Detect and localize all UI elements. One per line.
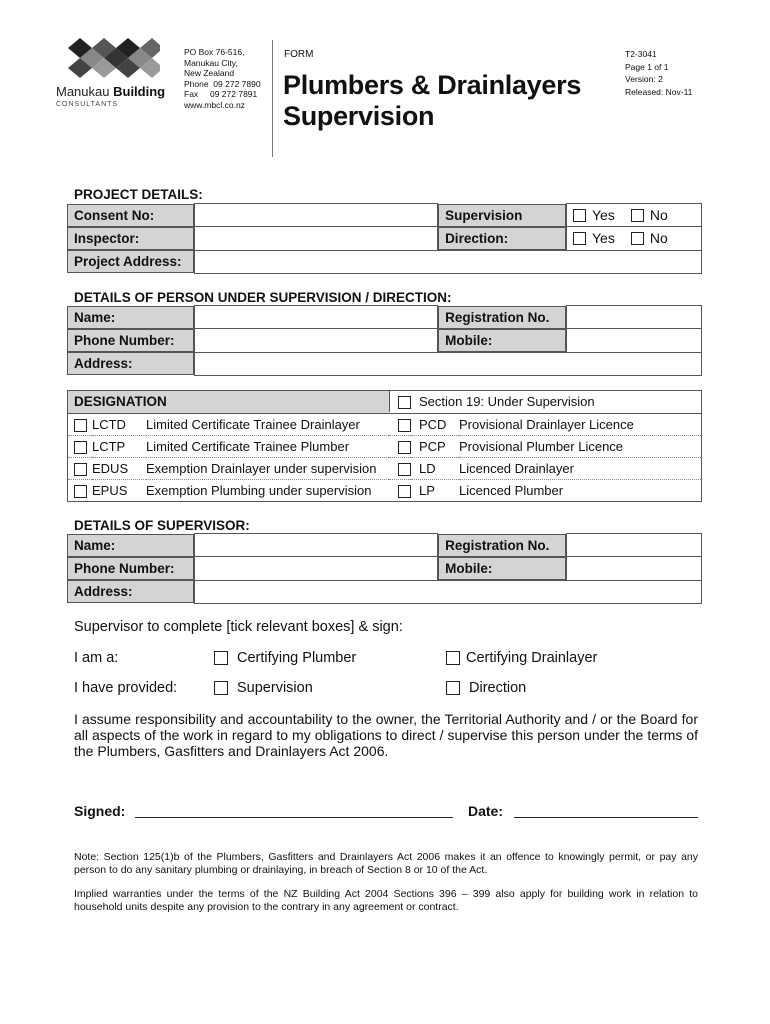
- company-logo: [56, 38, 176, 118]
- provided-supervision-checkbox[interactable]: [214, 681, 228, 695]
- certifying-plumber-checkbox[interactable]: [214, 651, 228, 665]
- pcd-checkbox[interactable]: [398, 419, 411, 432]
- person-phone-label: Phone Number:: [67, 329, 194, 352]
- signature-line[interactable]: [135, 817, 453, 818]
- designation-row: [68, 435, 701, 457]
- designation-code: LD: [411, 457, 459, 479]
- person-phone-field[interactable]: [195, 329, 438, 353]
- supervisor-address-label: Address:: [67, 580, 194, 603]
- title-line-1: Plumbers & Drainlayers: [283, 70, 582, 100]
- no-label: No: [649, 207, 668, 223]
- designation-code: PCD: [411, 413, 459, 435]
- direction-yes-no: [567, 227, 702, 251]
- designation-table: [68, 391, 701, 501]
- inspector-label: Inspector:: [67, 227, 194, 250]
- designation-desc: Exemption Drainlayer under supervision: [146, 457, 389, 479]
- person-name-field[interactable]: [195, 306, 438, 329]
- legal-note-2: Implied warranties under the terms of the NZ Building Act 2004 Sections 396 – 399 also apply for building work in relation to household units despite any provision to the contrary in any agreement or contract.: [74, 888, 698, 913]
- lp-checkbox[interactable]: [398, 485, 411, 498]
- designation-code: PCP: [411, 435, 459, 457]
- supervisor-registration-field[interactable]: [567, 534, 702, 557]
- person-registration-field[interactable]: [567, 306, 702, 329]
- provided-direction-option: [446, 680, 526, 696]
- supervision-yes-checkbox[interactable]: [573, 209, 586, 222]
- logo-text-manukau: Manukau: [56, 84, 110, 99]
- edus-checkbox[interactable]: [74, 463, 87, 476]
- designation-row: [68, 413, 701, 435]
- supervisor-phone-label: Phone Number:: [67, 557, 194, 580]
- no-label: No: [649, 230, 668, 247]
- designation-desc: Exemption Plumbing under supervision: [146, 482, 372, 498]
- yes-label: Yes: [592, 207, 615, 223]
- signed-label: Signed:: [74, 803, 126, 819]
- lctd-checkbox[interactable]: [74, 419, 87, 432]
- supervisor-name-label: Name:: [67, 534, 194, 557]
- address-line: New Zealand: [184, 68, 235, 78]
- responsibility-statement: I assume responsibility and accountability to the owner, the Territorial Authority and / or the Board for all aspects of the work in regard to my obligations to direct / supervise this person under the terms of the Plumbers, Gasfitters and Drainlayers Act 2006.: [74, 711, 698, 759]
- legal-note-1: Note: Section 125(1)b of the Plumbers, Gasfitters and Drainlayers Act 2006 makes it an offence to knowingly permit, or pay any person to do any sanitary plumbing or drainlaying, in breach of Section 8 or 10 of the Act.: [74, 851, 698, 876]
- address-line: Fax 09 272 7891: [184, 89, 258, 99]
- provided-supervision-label: Supervision: [237, 680, 313, 696]
- designation-heading: DESIGNATION: [68, 391, 389, 413]
- consent-no-label: Consent No:: [67, 204, 194, 227]
- supervisor-mobile-label: Mobile:: [438, 557, 566, 580]
- supervision-yes-no: [567, 204, 702, 227]
- certifying-plumber-option: [214, 650, 356, 666]
- certifying-drainlayer-option: [446, 650, 597, 666]
- form-title: [283, 70, 581, 132]
- designation-desc: Licenced Drainlayer: [459, 457, 701, 479]
- date-line[interactable]: [514, 817, 698, 818]
- person-details-table: [67, 305, 702, 376]
- address-line: www.mbcl.co.nz: [184, 99, 245, 110]
- designation-desc: Provisional Drainlayer Licence: [459, 413, 701, 435]
- supervisor-address-field[interactable]: [195, 580, 702, 603]
- form-meta: [625, 48, 692, 98]
- provided-label: I have provided:: [74, 680, 178, 696]
- designation-code: EPUS: [92, 482, 128, 498]
- designation-row: [68, 457, 701, 479]
- designation-code: LP: [419, 482, 435, 498]
- person-address-field[interactable]: [195, 352, 702, 375]
- supervisor-phone-field[interactable]: [195, 557, 438, 581]
- meta-line: Page 1 of 1: [625, 61, 669, 72]
- yes-label: Yes: [592, 230, 615, 247]
- provided-direction-label: Direction: [469, 680, 527, 696]
- supervisor-mobile-field[interactable]: [567, 557, 702, 581]
- designation-desc: Limited Certificate Trainee Plumber: [146, 435, 389, 457]
- supervisor-registration-label: Registration No.: [438, 534, 566, 557]
- section19-checkbox[interactable]: [398, 396, 411, 409]
- title-line-2: Supervision: [283, 101, 435, 131]
- designation-code: EDUS: [92, 457, 146, 479]
- direction-yes-checkbox[interactable]: [573, 232, 586, 245]
- designation-row: [68, 479, 701, 501]
- address-line: Phone 09 272 7890: [184, 78, 261, 89]
- designation-code: LCTP: [92, 435, 146, 457]
- lctp-checkbox[interactable]: [74, 441, 87, 454]
- project-address-label: Project Address:: [67, 250, 194, 273]
- section19-label: Section 19: Under Supervision: [411, 391, 701, 413]
- meta-line: Version: 2: [625, 74, 663, 84]
- supervision-label: Supervision: [438, 204, 566, 227]
- designation-desc: Limited Certificate Trainee Drainlayer: [146, 413, 389, 435]
- header-divider: [272, 40, 273, 157]
- person-details-heading: DETAILS OF PERSON UNDER SUPERVISION / DIRECTION:: [74, 290, 452, 305]
- person-registration-label: Registration No.: [438, 306, 566, 329]
- address-line: Manukau City,: [184, 57, 238, 68]
- form-label: FORM: [284, 49, 314, 60]
- person-name-label: Name:: [67, 306, 194, 329]
- consent-no-field[interactable]: [195, 204, 438, 227]
- address-line: PO Box 76-516,: [184, 47, 245, 57]
- logo-mark-icon: [68, 38, 160, 82]
- meta-line: Released: Nov-11: [625, 86, 693, 97]
- person-address-label: Address:: [67, 352, 194, 375]
- supervisor-details-heading: DETAILS OF SUPERVISOR:: [74, 518, 250, 533]
- logo-subtext: CONSULTANTS: [56, 101, 119, 108]
- direction-label: Direction:: [438, 227, 566, 250]
- inspector-field[interactable]: [195, 227, 438, 251]
- designation-code: LCTD: [92, 413, 146, 435]
- company-address: [184, 47, 261, 110]
- ld-checkbox[interactable]: [398, 463, 411, 476]
- pcp-checkbox[interactable]: [398, 441, 411, 454]
- supervisor-name-field[interactable]: [195, 534, 438, 557]
- direction-no-checkbox[interactable]: [631, 232, 644, 245]
- project-address-field[interactable]: [195, 250, 702, 273]
- iam-label: I am a:: [74, 650, 119, 666]
- designation-desc: Licenced Plumber: [459, 482, 564, 498]
- certifying-plumber-label: Certifying Plumber: [237, 650, 357, 666]
- epus-checkbox[interactable]: [74, 485, 87, 498]
- logo-text-building: Building: [113, 84, 166, 99]
- project-details-heading: PROJECT DETAILS:: [74, 187, 203, 202]
- provided-supervision-option: [214, 680, 313, 696]
- supervisor-details-table: [67, 533, 702, 604]
- person-mobile-field[interactable]: [567, 329, 702, 353]
- provided-direction-checkbox[interactable]: [446, 681, 460, 695]
- person-mobile-label: Mobile:: [438, 329, 566, 352]
- project-details-table: [67, 203, 702, 274]
- designation-desc: Provisional Plumber Licence: [459, 435, 701, 457]
- supervisor-instruction: Supervisor to complete [tick relevant boxes] & sign:: [74, 619, 403, 635]
- supervision-no-checkbox[interactable]: [631, 209, 644, 222]
- date-label: Date:: [468, 803, 504, 819]
- certifying-drainlayer-label: Certifying Drainlayer: [466, 650, 598, 666]
- meta-line: T2-3041: [625, 49, 657, 59]
- certifying-drainlayer-checkbox[interactable]: [446, 651, 460, 665]
